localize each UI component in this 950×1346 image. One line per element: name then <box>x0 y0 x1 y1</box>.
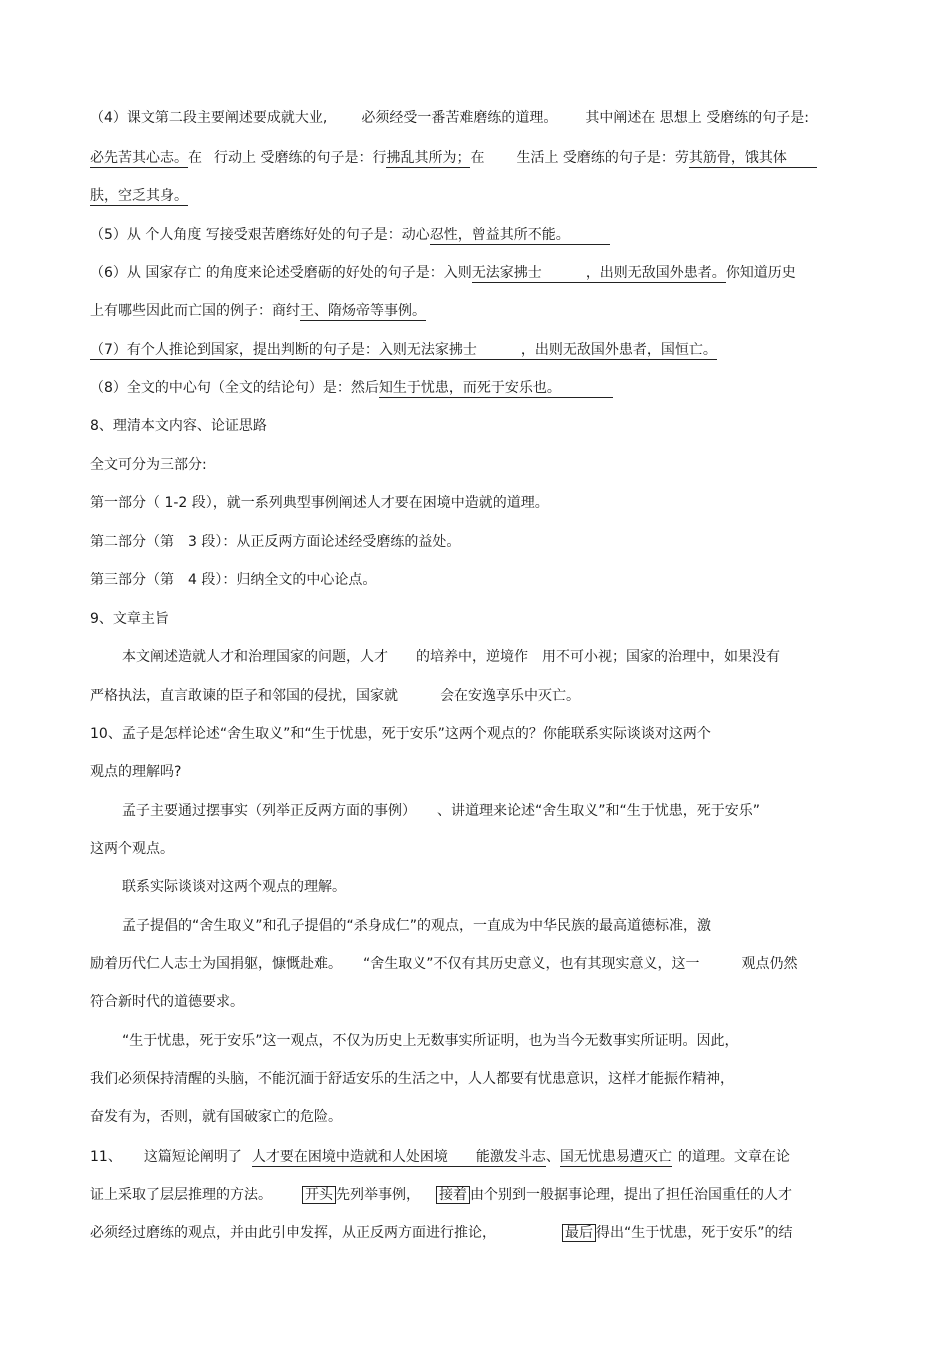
question-11-line-2 <box>90 1185 792 1205</box>
answer-blank: 人才要在困境中造就和人处困境 能激发斗志 <box>251 1149 546 1165</box>
answer-10-line-5: 励着历代仁人志士为国捐躯，慷慨赴难。 “舍生取义”不仅有其历史意义，也有其现实意义，这一 观点仍然 <box>90 956 798 972</box>
text: 先列举事例， <box>336 1187 420 1203</box>
item-7 <box>90 340 717 360</box>
text: 上有哪些因此而亡国的例子：商纣 <box>90 303 300 319</box>
part-3: 第三部分（第 4 段）：归纳全文的中心论点。 <box>90 572 377 588</box>
text: 行动上 受磨练的句子是：行 <box>214 150 387 166</box>
part-1: 第一部分（ 1-2 段），就一系列典型事例阐述人才要在困境中造就的道理。 <box>90 495 549 511</box>
boxed-word: 最后 <box>562 1224 596 1242</box>
answer-10-line-9: 奋发有为，否则，就有国破家亡的危险。 <box>90 1109 342 1125</box>
answer-10-line-1: 孟子主要通过摆事实（列举正反两方面的事例） 、讲道理来论述“舍生取义”和“生于忧患，死于安乐” <box>122 803 761 819</box>
text: （6）从 国家存亡 的角度来论述受磨砺的好处的句子是：入则 <box>90 265 472 281</box>
text: 的道理。文章在论 <box>677 1149 790 1165</box>
boxed-word: 接着 <box>436 1186 470 1204</box>
answer-10-line-3: 联系实际谈谈对这两个观点的理解。 <box>122 879 346 895</box>
question-8-title: 8、理清本文内容、论证思路 <box>90 418 267 434</box>
answer-blank: 肤，空乏其身。 <box>90 188 188 204</box>
text: （8）全文的中心句（全文的结论句）是：然后 <box>90 380 379 396</box>
answer-blank: 拂乱其所为； <box>386 150 471 166</box>
text: 必须经过磨练的观点，并由此引申发挥，从正反两方面进行推论， <box>90 1225 496 1241</box>
question-8-intro: 全文可分为三部分: <box>90 457 207 473</box>
question-9-line-2: 严格执法，直言敢谏的臣子和邻国的侵扰，国家就 会在安逸享乐中灭亡。 <box>90 688 580 704</box>
boxed-word: 开头 <box>302 1186 336 1204</box>
answer-10-line-2: 这两个观点。 <box>90 841 174 857</box>
text: （5）从 个人角度 写接受艰苦磨练好处的句子是：动心 <box>90 227 430 243</box>
answer-10-line-7: “生于忧患，死于安乐”这一观点，不仅为历史上无数事实所证明，也为当今无数事实所证明。因此， <box>122 1033 739 1049</box>
answer-10-line-8: 我们必须保持清醒的头脑，不能沉湎于舒适安乐的生活之中，人人都要有忧患意识，这样才能振作精神， <box>90 1071 734 1087</box>
text: 生活上 受磨练的句子是：劳 <box>516 150 689 166</box>
answer-blank: 无法家拂士 <box>472 265 586 283</box>
text: 你知道历史 <box>725 265 796 281</box>
question-11-line-1 <box>90 1147 790 1167</box>
item-4-line-1 <box>90 108 809 128</box>
text: 在 <box>470 150 485 166</box>
item-6-line-2 <box>90 301 426 321</box>
text: 得出“生于忧患，死于安乐”的结 <box>596 1225 793 1241</box>
item-4-line-2 <box>90 148 817 168</box>
text: 其中阐述在 思想上 受磨练的句子是: <box>585 110 809 126</box>
question-9-title: 9、文章主旨 <box>90 611 169 627</box>
text: 在 <box>188 150 202 166</box>
item-8 <box>90 378 613 398</box>
item-4-line-3 <box>90 186 188 206</box>
text: 证上采取了层层推理的方法。 <box>90 1187 272 1203</box>
text: （4）课文第二段主要阐述要成就大业, <box>90 110 328 126</box>
answer-blank: ，出则无敌国外患者。 <box>585 265 726 281</box>
text: 由个别到一般据事论理，提出了担任治国重任的人才 <box>470 1187 792 1203</box>
answer-blank: 知生于忧患，而死于安乐也。 <box>379 380 613 398</box>
answer-blank: 其筋骨，饿其体 <box>689 150 817 168</box>
text: 、 <box>545 1149 560 1165</box>
question-9-line-1: 本文阐述造就人才和治理国家的问题，人才 的培养中，逆境作 用不可小视；国家的治理中，如果没有 <box>122 649 780 665</box>
answer-blank: 王、隋炀帝等事例。 <box>300 303 426 319</box>
item-5 <box>90 225 610 245</box>
text: 必须经受一番苦难磨练的道理。 <box>361 110 558 126</box>
text: 这篇短论阐明了 <box>143 1149 242 1165</box>
question-10-title-1: 10、孟子是怎样论述“舍生取义”和“生于忧患，死于安乐”这两个观点的？你能联系实际谈谈对这两个 <box>90 726 711 742</box>
answer-blank: 忍性，曾益其所不能。 <box>430 227 610 245</box>
question-10-title-2: 观点的理解吗? <box>90 764 182 780</box>
answer-blank: ，出则无敌国外患者，国恒亡。 <box>520 342 717 358</box>
part-2: 第二部分（第 3 段）：从正反两方面论述经受磨练的益处。 <box>90 534 461 550</box>
text: （7）有个人推论到国家，提出判断的句子是：入则无法家拂士 <box>90 342 521 360</box>
answer-10-line-6: 符合新时代的道德要求。 <box>90 994 244 1010</box>
item-6-line-1 <box>90 263 796 283</box>
answer-10-line-4: 孟子提倡的“舍生取义”和孔子提倡的“杀身成仁”的观点，一直成为中华民族的最高道德标准，激 <box>122 918 712 934</box>
question-11-line-3 <box>90 1223 793 1243</box>
answer-blank: 国无忧患易遭灭亡 <box>559 1149 672 1165</box>
question-number: 11、 <box>90 1149 122 1165</box>
answer-blank: 必先苦其心志。 <box>90 150 188 166</box>
